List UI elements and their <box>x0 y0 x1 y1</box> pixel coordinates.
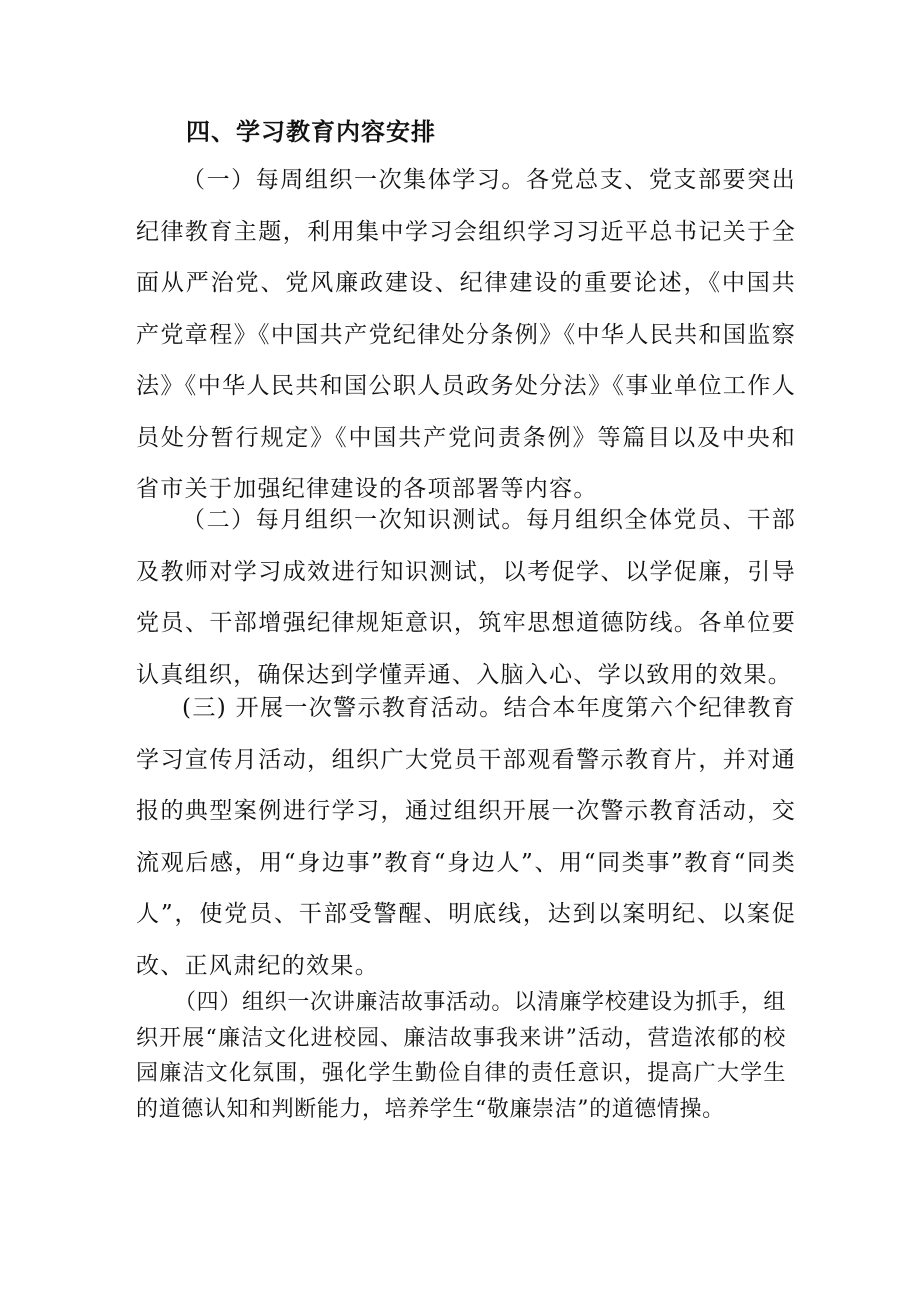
paragraph-integrity-stories: （四）组织一次讲廉洁故事活动。以清廉学校建设为抓手，组织开展“廉洁文化进校园、廉洁故事我来讲”活动，营造浓郁的校园廉洁文化氛围，强化学生勤俭自律的责任意识，提高广大学生的道德认知和判断能力，培养学生“敬廉崇洁”的道德情操。 <box>136 990 786 1122</box>
paragraph-monthly-test: （二）每月组织一次知识测试。每月组织全体党员、干部及教师对学习成效进行知识测试，以考促学、以学促廉，引导党员、干部增强纪律规矩意识，筑牢思想道德防线。各单位要认真组织，确保达到学懂弄通、入脑入心、学以致用的效果。 <box>136 507 796 688</box>
paragraph-weekly-study: （一）每周组织一次集体学习。各党总支、党支部要突出纪律教育主题，利用集中学习会组织学习习近平总书记关于全面从严治党、党风廉政建设、纪律建设的重要论述，《中国共产党章程》《中国共产党纪律处分条例》《中华人民共和国监察法》《中华人民共和国公职人员政务处分法》《事业单位工作人员处分暂行规定》《中国共产党问责条例》等篇目以及中央和省市关于加强纪律建设的各项部署等内容。 <box>136 167 796 502</box>
section-heading: 四、学习教育内容安排 <box>186 117 436 146</box>
paragraph-warning-education: (三) 开展一次警示教育活动。结合本年度第六个纪律教育学习宣传月活动，组织广大党员干部观看警示教育片，并对通报的典型案例进行学习，通过组织开展一次警示教育活动，交流观后感，用“身边事”教育“身边人”、用“同类事”教育“同类人”，使党员、干部受警醒、明底线，达到以案明纪、以案促改、正风肃纪的效果。 <box>136 695 796 979</box>
